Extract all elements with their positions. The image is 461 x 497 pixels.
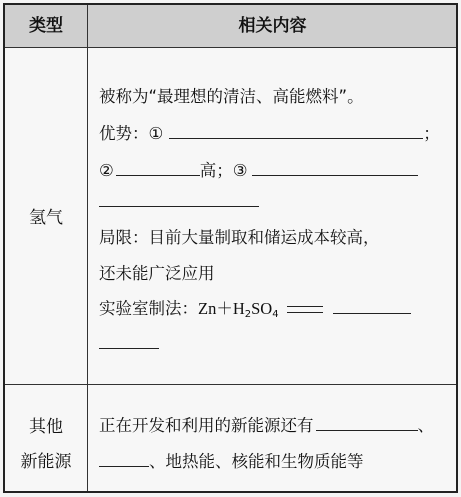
lab-subscript-2: 2: [244, 309, 252, 320]
lab-so: SO: [251, 299, 273, 318]
limitation-line-2: 还未能广泛应用: [99, 264, 215, 283]
advantage-prefix: 优势：①: [99, 124, 164, 143]
header-content: 相关内容: [238, 16, 307, 36]
answer-blank-4-cont[interactable]: [99, 333, 159, 349]
column-divider: [87, 5, 88, 491]
advantage-line-2: [99, 157, 418, 181]
answer-blank-1[interactable]: [169, 123, 423, 139]
answer-blank-2[interactable]: [116, 160, 200, 176]
header-type: 类型: [29, 16, 63, 36]
lab-method-line: [99, 295, 411, 320]
advantage-2-marker: ②: [99, 161, 114, 180]
answer-blank-6[interactable]: [99, 451, 149, 467]
other-line-2-text: 、地热能、核能和生物质能等: [149, 452, 364, 471]
other-line-1-text: 正在开发和利用的新能源还有: [99, 416, 314, 435]
answer-blank-4[interactable]: [333, 298, 411, 314]
answer-blank-5[interactable]: [316, 415, 418, 431]
energy-table: [3, 3, 458, 493]
row-label-other-1: 其他: [29, 417, 63, 437]
hydrogen-description: 被称为“最理想的清洁、高能燃料”。: [99, 87, 364, 106]
lab-subscript-4: 4: [272, 309, 279, 320]
other-line-1-end: 、: [417, 416, 434, 435]
limitation-line-1: 局限：目前大量制取和储运成本较高，: [99, 228, 380, 247]
equals-sign: [287, 306, 323, 313]
row-label-hydrogen: 氢气: [29, 208, 63, 228]
other-line-1: [99, 412, 434, 436]
advantage-line-3: [99, 191, 259, 211]
answer-blank-3[interactable]: [252, 160, 418, 176]
row-divider: [5, 384, 456, 385]
lab-method-prefix: 实验室制法：: [99, 299, 198, 318]
advantage-2-word: 高；③: [199, 161, 248, 180]
advantage-line-1: [99, 120, 440, 144]
lab-method-line-2: [99, 333, 159, 353]
lab-zn-h: Zn＋H: [198, 299, 245, 318]
other-line-2: [99, 448, 364, 472]
answer-blank-3-cont[interactable]: [99, 191, 259, 207]
table-header: [5, 5, 456, 48]
advantage-separator: ；: [423, 124, 440, 143]
row-label-other-2: 新能源: [20, 452, 72, 472]
